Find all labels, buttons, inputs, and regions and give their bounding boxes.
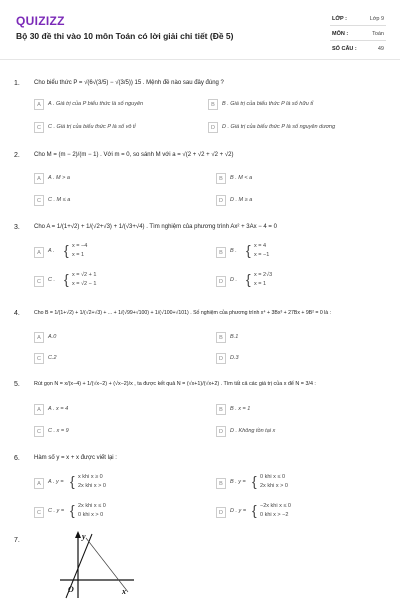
question-text: Cho M = (m − 2)/(m − 1) . Với m = 0, so sánh M với a = √(2 + √2 + √2 + √2)	[34, 152, 234, 158]
document-title: Bộ 30 đề thi vào 10 môn Toán có lời giải chi tiết (Đề 5)	[16, 31, 234, 41]
page-header: QUIZIZZ Bộ 30 đề thi vào 10 môn Toán có lời giải chi tiết (Đề 5) LỚP : Lớp 9 MÔN : Toán SỐ CÂU : 49	[0, 0, 400, 60]
question-text: Cho A = 1/(1+√2) + 1/(√2+√3) + 1/(√3+√4) . Tìm nghiệm của phương trình Ax² + 3Ax − 4 = 0	[34, 224, 277, 230]
question-number: 6.	[14, 455, 20, 462]
question-text: Hàm số y = x + x được viết lại :	[34, 455, 117, 461]
quizizz-logo: QUIZIZZ	[16, 14, 65, 28]
option-a[interactable]: A A . y = { x khi x ≥ 0 2x khi x > 0	[34, 473, 184, 493]
question-number: 2.	[14, 152, 20, 159]
question-text: Cho B = 1/(1+√2) + 1/(√2+√3) + ... + 1/(√99+√100) + 1/(√100+√101) . Số nghiệm của phương trình x⁴ + 3Bx³ + 27Bx + 9B² = 0 là :	[34, 310, 332, 316]
divider	[330, 40, 386, 41]
y-axis-arrow-icon	[75, 531, 81, 538]
question-number: 7.	[14, 537, 20, 544]
y-axis-label: y	[82, 532, 86, 541]
option-d[interactable]: D D . y = { −2x khi x ≤ 0 0 khi x > −2	[216, 502, 366, 522]
question-number: 5.	[14, 381, 20, 388]
question-text: Rút gọn N = x/(x−4) + 1/(√x−2) + (√x−2)/x , ta được kết quả N = (√x+1)/(√x+2) . Tìm tất cả các giá trị của x để N = 3/4 :	[34, 381, 316, 387]
option-b[interactable]: B B . y = { 0 khi x ≤ 0 2x khi x > 0	[216, 473, 366, 493]
function-graph	[58, 530, 138, 600]
option-c[interactable]: C C . { x = √2 + 1 x = √2 − 1	[34, 271, 184, 291]
divider	[330, 25, 386, 26]
option-d[interactable]: D D . { x = 2√3 x = 1	[216, 271, 366, 291]
graph-line	[86, 538, 128, 592]
option-a[interactable]: A A . { x = −4 x = 1	[34, 242, 184, 262]
question-number: 4.	[14, 310, 20, 317]
question-number: 1.	[14, 80, 20, 87]
option-b[interactable]: B B . { x = 4 x = −1	[216, 242, 366, 262]
origin-label: O	[68, 585, 74, 594]
option-c[interactable]: C C . y = { 2x khi x ≤ 0 0 khi x > 0	[34, 502, 184, 522]
x-axis-label: x	[122, 587, 126, 596]
question-text: Cho biểu thức P = √(6√(3/5) − √(3/5)) 15 . Mệnh đề nào sau đây đúng ?	[34, 80, 224, 86]
question-number: 3.	[14, 224, 20, 231]
